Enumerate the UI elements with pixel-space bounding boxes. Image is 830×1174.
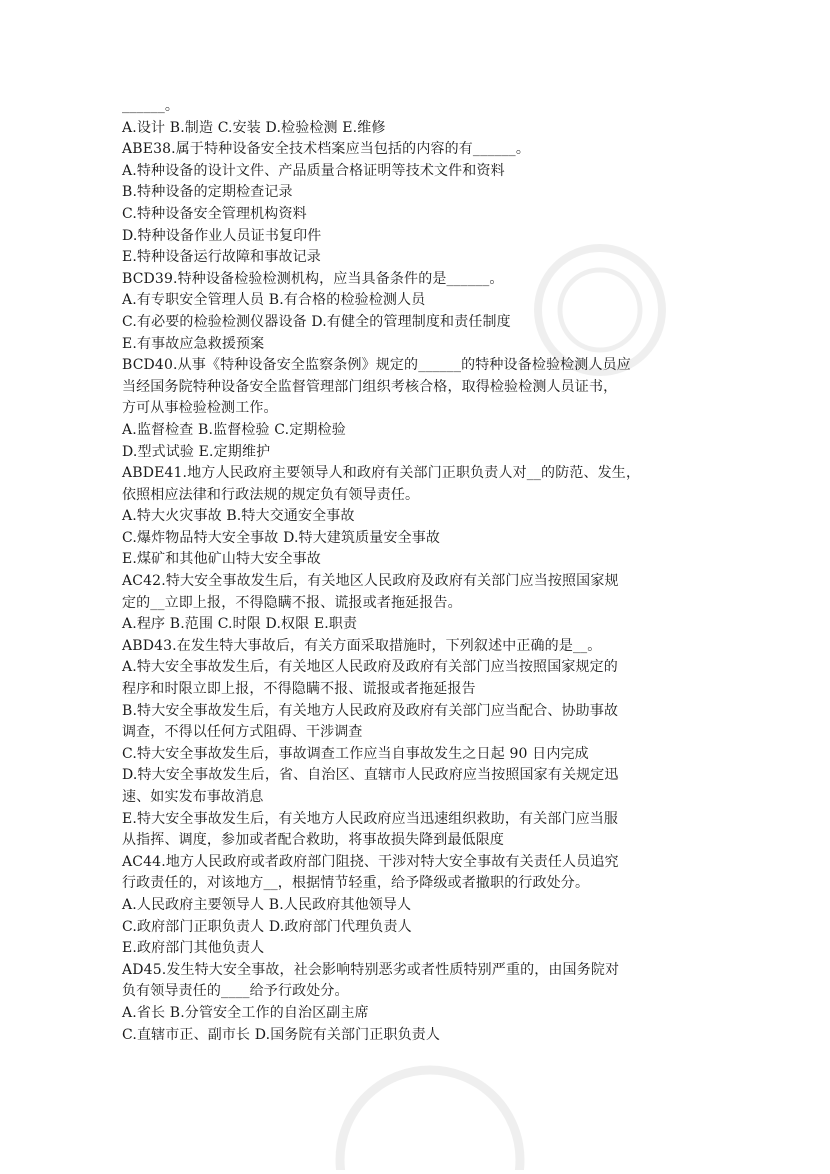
text-line: 方可从事检验检测工作。: [122, 400, 278, 417]
text-line: C.直辖市正、副市长 D.国务院有关部门正职负责人: [122, 1026, 441, 1043]
text-line: ______。: [122, 98, 180, 114]
text-line: AC44.地方人民政府或者政府部门阻挠、干涉对特大安全事故有关责任人员追究: [122, 853, 619, 870]
text-line: A.设计 B.制造 C.安装 D.检验检测 E.维修: [122, 119, 386, 136]
text-line: A.程序 B.范围 C.时限 D.权限 E.职责: [122, 616, 358, 633]
text-line: 当经国务院特种设备安全监督管理部门组织考核合格，取得检验检测人员证书，: [122, 378, 618, 395]
text-line: D.特大安全事故发生后，省、自治区、直辖市人民政府应当按照国家有关规定迅: [122, 767, 619, 784]
text-line: C.特大安全事故发生后，事故调查工作应当自事故发生之日起 90 日内完成: [122, 745, 589, 762]
text-line: 调查，不得以任何方式阻碍、干涉调查: [122, 724, 363, 741]
text-line: E.煤矿和其他矿山特大安全事故: [122, 551, 321, 568]
text-line: AD45.发生特大安全事故，社会影响特别恶劣或者性质特别严重的，由国务院对: [122, 961, 620, 978]
text-line: BCD39.特种设备检验检测机构，应当具备条件的是______。: [122, 270, 504, 287]
text-line: ABDE41.地方人民政府主要领导人和政府有关部门正职负责人对__的防范、发生，: [122, 465, 641, 482]
text-line: C.有必要的检验检测仪器设备 D.有健全的管理制度和责任制度: [122, 313, 511, 330]
text-line: 速、如实发布事故消息: [122, 789, 264, 805]
text-line: D.特种设备作业人员证书复印件: [122, 227, 322, 244]
text-line: A.特大火灾事故 B.特大交通安全事故: [122, 508, 355, 525]
text-line: A.有专职安全管理人员 B.有合格的检验检测人员: [122, 292, 426, 309]
watermark-seal-bottom: [330, 1060, 530, 1170]
text-line: B.特大安全事故发生后，有关地方人民政府及政府有关部门应当配合、协助事故: [122, 702, 619, 719]
text-line: A.特大安全事故发生后，有关地区人民政府及政府有关部门应当按照国家规定的: [122, 659, 618, 676]
text-line: E.政府部门其他负责人: [122, 940, 265, 957]
text-line: B.特种设备的定期检查记录: [122, 184, 293, 201]
document-body: [122, 96, 722, 1046]
text-line: A.特种设备的设计文件、产品质量合格证明等技术文件和资料: [122, 162, 505, 179]
text-line: E.特种设备运行故障和事故记录: [122, 249, 321, 266]
text-line: AC42.特大安全事故发生后，有关地区人民政府及政府有关部门应当按照国家规: [122, 573, 619, 590]
text-line: D.型式试验 E.定期维护: [122, 443, 271, 460]
text-line: A.人民政府主要领导人 B.人民政府其他领导人: [122, 896, 412, 913]
text-line: BCD40.从事《特种设备安全监察条例》规定的______的特种设备检验检测人员应: [122, 357, 631, 374]
text-line: 定的__立即上报，不得隐瞒不报、谎报或者拖延报告。: [122, 594, 462, 611]
text-line: A.监督检查 B.监督检验 C.定期检验: [122, 421, 346, 438]
text-line: C.爆炸物品特大安全事故 D.特大建筑质量安全事故: [122, 529, 441, 546]
text-line: 从指挥、调度，参加或者配合救助，将事故损失降到最低限度: [122, 832, 505, 849]
text-line: E.有事故应急救援预案: [122, 335, 265, 352]
text-line: ABE38.属于特种设备安全技术档案应当包括的内容的有______。: [122, 141, 530, 158]
text-line: A.省长 B.分管安全工作的自治区副主席: [122, 1004, 369, 1021]
text-line: 负有领导责任的____给予行政处分。: [122, 983, 349, 1000]
text-line: 程序和时限立即上报，不得隐瞒不报、谎报或者拖延报告: [122, 681, 476, 698]
text-line: C.政府部门正职负责人 D.政府部门代理负责人: [122, 918, 412, 935]
text-line: 依照相应法律和行政法规的规定负有领导责任。: [122, 486, 420, 503]
text-line: C.特种设备安全管理机构资料: [122, 205, 307, 222]
text-line: E.特大安全事故发生后，有关地方人民政府应当迅速组织救助，有关部门应当服: [122, 810, 619, 827]
text-line: ABD43.在发生特大事故后，有关方面采取措施时，下列叙述中正确的是__。: [122, 637, 602, 654]
text-line: 行政责任的，对该地方__，根据情节轻重，给予降级或者撤职的行政处分。: [122, 875, 590, 892]
